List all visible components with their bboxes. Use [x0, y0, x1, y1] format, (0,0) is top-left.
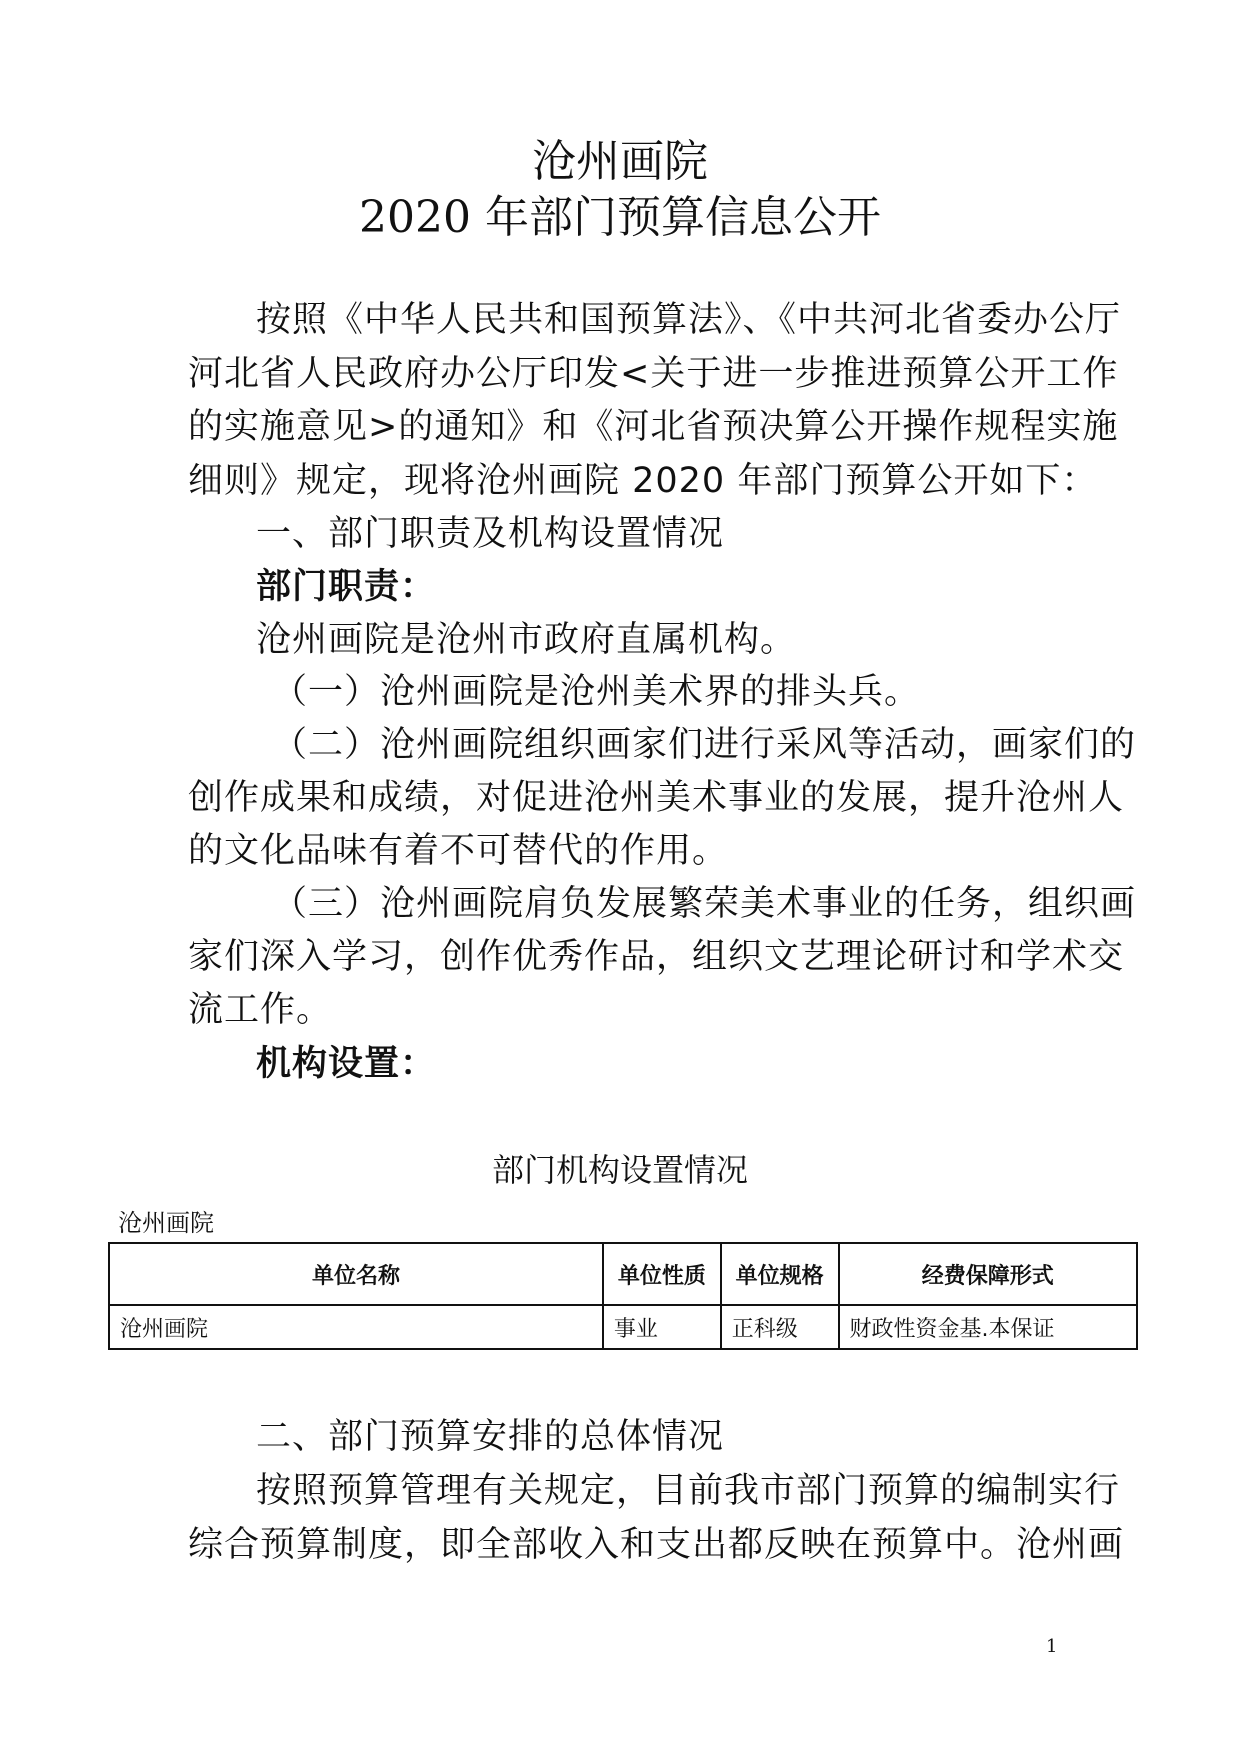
duty-item-2-line: （二）沧州画院组织画家们进行采风等活动，画家们的 [272, 725, 1137, 765]
duty-item-2-line: 的文化品味有着不可替代的作用。 [188, 831, 729, 871]
org-table-unit: 沧州画院 [118, 1209, 214, 1237]
table-header-row [109, 1243, 1137, 1305]
table-header-cell: 单位规格 [721, 1243, 839, 1305]
table-cell: 事业 [603, 1305, 721, 1349]
duties-intro: 沧州画院是沧州市政府直属机构。 [256, 620, 797, 660]
table-header-cell: 经费保障形式 [839, 1243, 1137, 1305]
section1-heading: 一、部门职责及机构设置情况 [256, 514, 725, 554]
intro-line: 河北省人民政府办公厅印发<关于进一步推进预算公开工作 [188, 354, 1119, 394]
duties-label: 部门职责： [256, 567, 437, 607]
duty-item-2-line: 创作成果和成绩，对促进沧州美术事业的发展，提升沧州人 [188, 778, 1125, 818]
table-cell: 财政性资金基.本保证 [839, 1305, 1137, 1349]
table-cell: 沧州画院 [109, 1305, 603, 1349]
document-title-line1: 沧州画院 [532, 136, 708, 187]
page-number: 1 [1046, 1636, 1058, 1657]
org-table [108, 1242, 1138, 1350]
intro-line: 的实施意见>的通知》和《河北省预决算公开操作规程实施 [188, 407, 1119, 447]
org-label: 机构设置： [256, 1044, 437, 1084]
duty-item-3-line: 流工作。 [188, 990, 333, 1030]
table-row [109, 1305, 1137, 1349]
duty-item-3-line: （三）沧州画院肩负发展繁荣美术事业的任务，组织画 [272, 884, 1137, 924]
duty-item-3-line: 家们深入学习，创作优秀作品，组织文艺理论研讨和学术交 [188, 937, 1125, 977]
document-title-line2: 2020 年部门预算信息公开 [359, 192, 881, 243]
section2-heading: 二、部门预算安排的总体情况 [256, 1417, 725, 1457]
table-header-cell: 单位性质 [603, 1243, 721, 1305]
duty-item-1: （一）沧州画院是沧州美术界的排头兵。 [272, 672, 921, 712]
section2-line: 按照预算管理有关规定，目前我市部门预算的编制实行 [256, 1471, 1121, 1511]
table-header-cell: 单位名称 [109, 1243, 603, 1305]
table-cell: 正科级 [721, 1305, 839, 1349]
intro-line: 细则》规定，现将沧州画院 2020 年部门预算公开如下： [188, 461, 1098, 501]
org-table-caption: 部门机构设置情况 [491, 1151, 748, 1189]
intro-line: 按照《中华人民共和国预算法》、《中共河北省委办公厅 [256, 300, 1122, 340]
section2-line: 综合预算制度，即全部收入和支出都反映在预算中。沧州画 [188, 1525, 1125, 1565]
